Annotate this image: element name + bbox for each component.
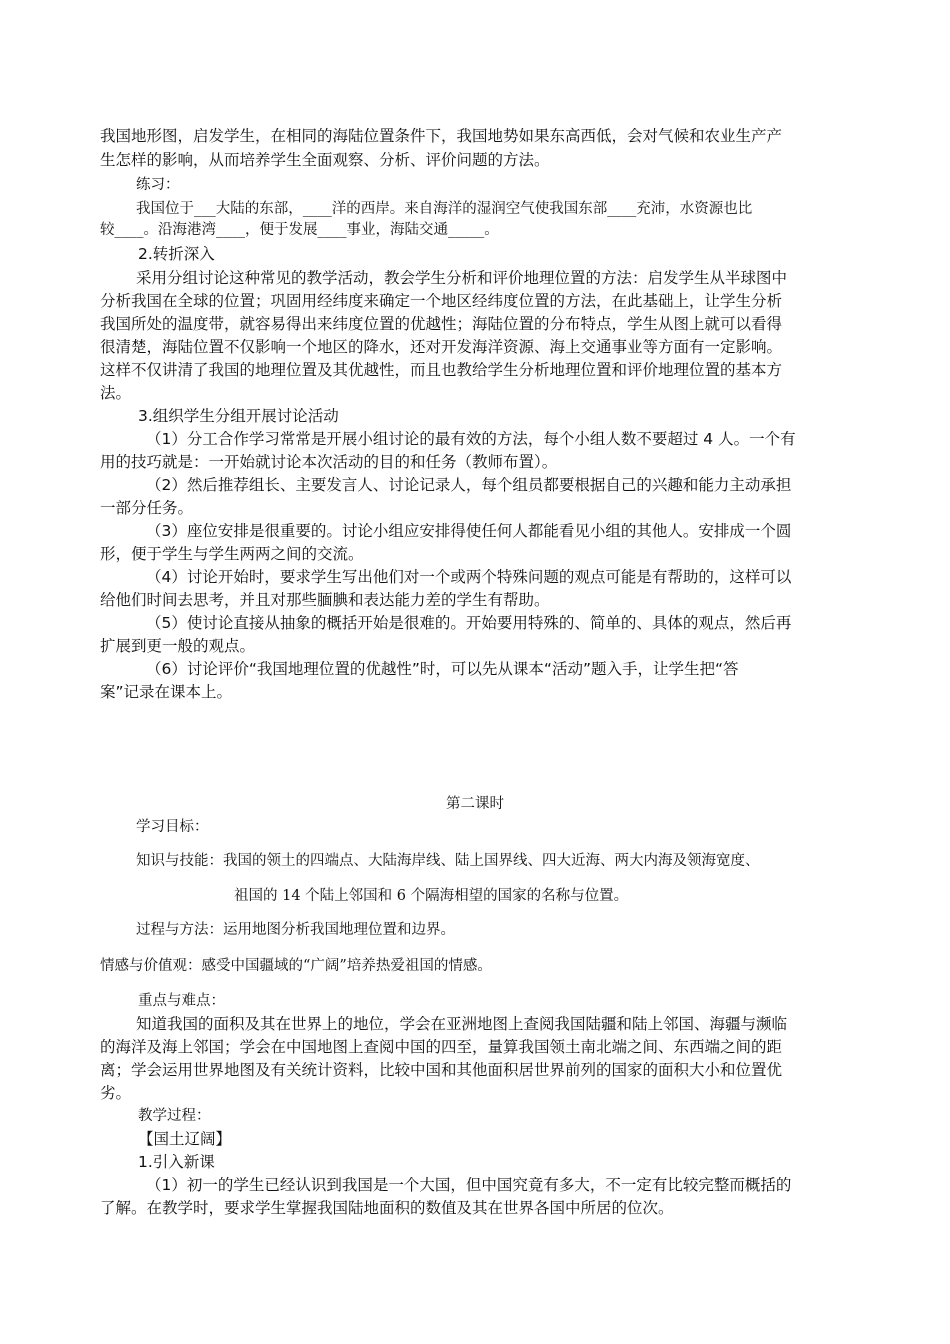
paragraph-line: 生怎样的影响，从而培养学生全面观察、分析、评价问题的方法。 xyxy=(100,151,550,169)
lesson-title: 第二课时 xyxy=(446,796,504,812)
paragraph-line: 知道我国的面积及其在世界上的地位，学会在亚洲地图上查阅我国陆疆和陆上邻国、海疆与濒临 xyxy=(136,1015,788,1033)
knowledge-line: 祖国的 14 个陆上邻国和 6 个隔海相望的国家的名称与位置。 xyxy=(234,888,629,904)
list-item-line: （1）分工合作学习常常是开展小组讨论的最有效的方法，每个小组人数不要超过 4 人。一个有 xyxy=(146,430,796,448)
list-item-line: 给他们时间去思考，并且对那些腼腆和表达能力差的学生有帮助。 xyxy=(100,591,550,609)
paragraph-line: 劣。 xyxy=(100,1084,132,1102)
step-heading: 1.引入新课 xyxy=(138,1153,215,1171)
paragraph-line: （1）初一的学生已经认识到我国是一个大国，但中国究竟有多大，不一定有比较完整而概括的 xyxy=(146,1176,792,1194)
paragraph-line: 离；学会运用世界地图及有关统计资料，比较中国和其他面积居世界前列的国家的面积大小和位置优 xyxy=(100,1061,783,1079)
paragraph-line: 我国所处的温度带，就容易得出来纬度位置的优越性；海陆位置的分布特点，学生从图上就可以看得 xyxy=(100,315,783,333)
topic-heading: 【国土辽阔】 xyxy=(138,1130,232,1148)
key-label: 重点与难点： xyxy=(138,993,225,1009)
paragraph-line: 采用分组讨论这种常见的教学活动，教会学生分析和评价地理位置的方法：启发学生从半球图中 xyxy=(136,269,788,287)
paragraph-line: 法。 xyxy=(100,384,132,402)
paragraph-line: 我国地形图，启发学生，在相同的海陆位置条件下，我国地势如果东高西低，会对气候和农业生产产 xyxy=(100,127,783,145)
section-heading: 2.转折深入 xyxy=(138,245,215,263)
knowledge-line: 知识与技能：我国的领土的四端点、大陆海岸线、陆上国界线、四大近海、两大内海及领海宽度、 xyxy=(136,853,760,869)
paragraph-line: 很清楚，海陆位置不仅影响一个地区的降水，还对开发海洋资源、海上交通事业等方面有一定影响。 xyxy=(100,338,783,356)
list-item-line: （2）然后推荐组长、主要发言人、讨论记录人，每个组员都要根据自己的兴趣和能力主动承担 xyxy=(146,476,792,494)
process-line: 过程与方法：运用地图分析我国地理位置和边界。 xyxy=(136,922,455,938)
paragraph-line: 了解。在教学时，要求学生掌握我国陆地面积的数值及其在世界各国中所居的位次。 xyxy=(100,1199,674,1217)
paragraph-line: 的海洋及海上邻国；学会在中国地图上查阅中国的四至，量算我国领土南北端之间、东西端之间的距 xyxy=(100,1038,783,1056)
exercise-line: 我国位于___大陆的东部，____洋的西岸。来自海洋的湿润空气使我国东部____充沛，水资源也比 xyxy=(136,201,753,217)
list-item-line: （6）讨论评价“我国地理位置的优越性”时，可以先从课本“活动”题入手，让学生把“答 xyxy=(146,660,739,678)
list-item-line: 一部分任务。 xyxy=(100,499,194,517)
goals-label: 学习目标： xyxy=(136,819,209,835)
list-item-line: 形，便于学生与学生两两之间的交流。 xyxy=(100,545,364,563)
list-item-line: （5）使讨论直接从抽象的概括开始是很难的。开始要用特殊的、简单的、具体的观点，然后再 xyxy=(146,614,792,632)
list-item-line: 用的技巧就是：一开始就讨论本次活动的目的和任务（教师布置）。 xyxy=(100,453,558,471)
list-item-line: （3）座位安排是很重要的。讨论小组应安排得使任何人都能看见小组的其他人。安排成一个圆 xyxy=(146,522,792,540)
section-heading: 3.组织学生分组开展讨论活动 xyxy=(138,407,339,425)
emotion-line: 情感与价值观：感受中国疆域的“广阔”培养热爱祖国的情感。 xyxy=(100,958,492,974)
paragraph-line: 分析我国在全球的位置；巩固用经纬度来确定一个地区经纬度位置的方法，在此基础上，让学生分析 xyxy=(100,292,783,310)
paragraph-line: 这样不仅讲清了我国的地理位置及其优越性，而且也教给学生分析地理位置和评价地理位置的基本方 xyxy=(100,361,783,379)
list-item-line: 案”记录在课本上。 xyxy=(100,683,233,701)
list-item-line: 扩展到更一般的观点。 xyxy=(100,637,256,655)
process-label: 教学过程： xyxy=(138,1108,211,1124)
exercise-line: 较____。沿海港湾____，便于发展____事业，海陆交通_____。 xyxy=(100,222,499,238)
list-item-line: （4）讨论开始时，要求学生写出他们对一个或两个特殊问题的观点可能是有帮助的，这样可以 xyxy=(146,568,792,586)
exercise-label: 练习： xyxy=(136,177,180,193)
